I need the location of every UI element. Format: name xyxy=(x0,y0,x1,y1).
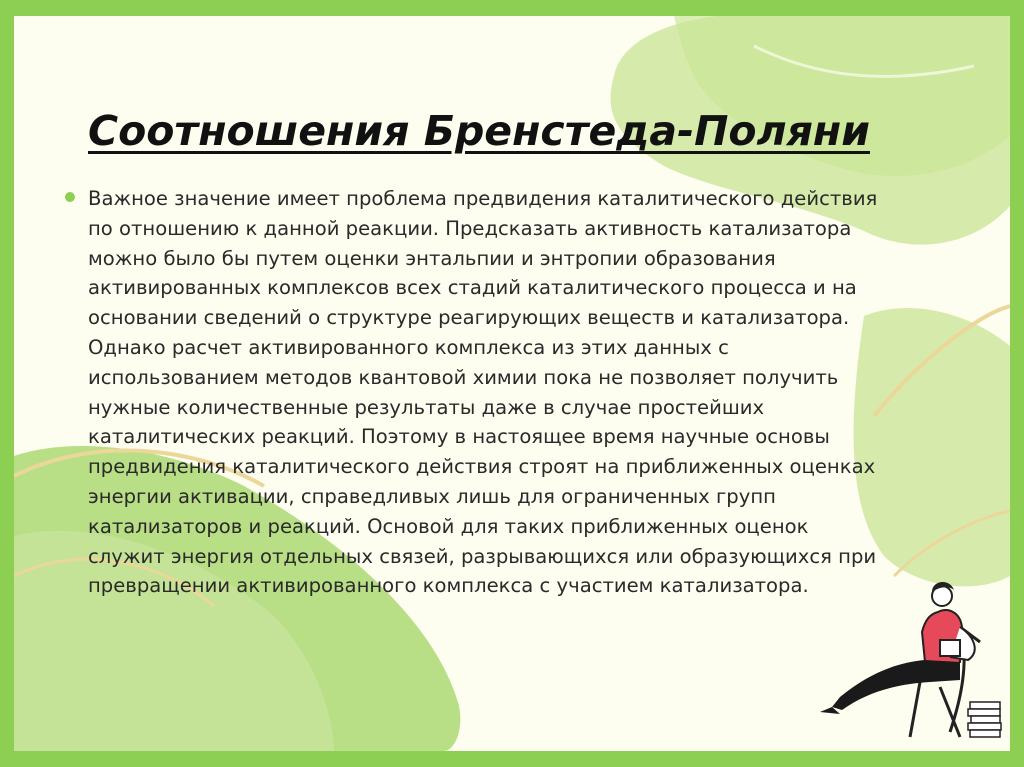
reading-person-icon xyxy=(810,572,1006,742)
book-stack-4 xyxy=(968,723,1001,730)
book xyxy=(940,640,960,656)
book-stack-5 xyxy=(970,730,1000,737)
slide xyxy=(14,16,1010,751)
legs xyxy=(832,660,960,710)
bullet-text: Важное значение имеет проблема предвидения каталитического действия по отношению к данной реакции. Предсказать активность катализатора можно было бы путем оценки энтальпии и энтропии образования активированных комплексов всех стадий каталитического процесса и на основании сведений о структуре реагирующих веществ и катализатора. Однако расчет активированного комплекса из этих данных с использованием методов квантовой химии пока не позволяет получить нужные количественные результаты даже в случае простейших каталитических реакций. Поэтому в настоящее время научные основы предвидения каталитического действия строят на приближенных оценках энергии активации, справедливых лишь для ограниченных групп катализаторов и реакций. Основой для таких приближенных оценок служит энергия отдельных связей, разрывающихся или образующихся при превращении активированного комплекса с участием катализатора. xyxy=(88,187,878,598)
book-stack-3 xyxy=(971,716,1000,723)
bullet-dot-icon xyxy=(65,192,75,202)
book-stack-1 xyxy=(970,702,1000,709)
book-stack-2 xyxy=(968,709,1000,716)
slide-title: Соотношения Бренстеда-Поляни xyxy=(88,107,870,155)
